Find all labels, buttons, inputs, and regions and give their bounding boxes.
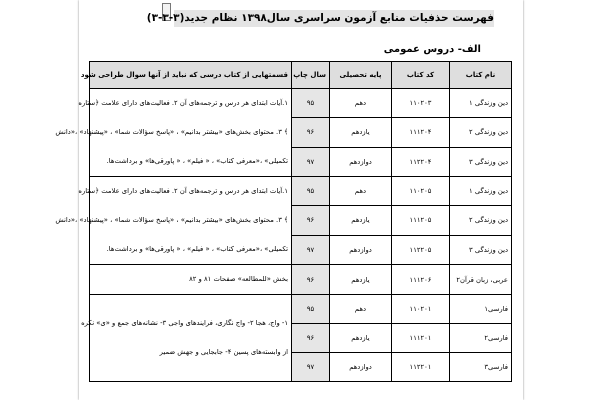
cell-year: ۹۵ xyxy=(292,177,330,206)
topic-line: ۱- واج، هجا ۲- واج نگاری، فرایندهای واجی ۳- نشانه‌های جمع و «ی» نکره xyxy=(81,319,288,327)
deletions-table xyxy=(55,61,512,382)
cell-name: دین وزندگی ۲ xyxy=(450,206,512,235)
cell-year: ۹۶ xyxy=(292,206,330,235)
cell-name: دین وزندگی ۲ xyxy=(450,118,512,147)
cell-topics-religion-a xyxy=(55,89,292,177)
topic-line: ۱.آیات ابتدای هر درس و ترجمه‌های آن ۲. فعالیت‌های دارای علامت ﴿ستاره xyxy=(78,99,288,107)
cell-code: ۱۱۱۲۰۱ xyxy=(392,324,450,353)
document-page xyxy=(55,0,523,400)
cell-name: دین وزندگی ۱ xyxy=(450,89,512,118)
cell-code: ۱۱۲۲۰۱ xyxy=(392,353,450,382)
cell-topics-arabic xyxy=(90,265,292,295)
cell-grade: دهم xyxy=(330,177,392,206)
cell-code: ۱۱۰۲۰۱ xyxy=(392,295,450,324)
col-header-grade: پایه تحصیلی xyxy=(330,62,392,89)
cell-name: عربی، زبان قرآن۲ xyxy=(450,265,512,295)
cell-year: ۹۶ xyxy=(292,118,330,147)
cell-year: ۹۵ xyxy=(292,89,330,118)
cell-year: ۹۶ xyxy=(292,265,330,295)
topic-line: از وابسته‌های پسین ۴- جابجایی و جهش ضمیر xyxy=(159,348,288,356)
document-title: فهرست حذفیات منابع آزمون سراسری سال۱۳۹۸ نظام جدید(۳-۳-۳) xyxy=(174,10,494,27)
section-heading: الف- دروس عمومی xyxy=(383,44,481,55)
cell-grade: دهم xyxy=(330,89,392,118)
cell-year: ۹۵ xyxy=(292,295,330,324)
cell-name: فارسی۱ xyxy=(450,295,512,324)
topic-line: تکمیلی» ،«معرفی کتاب» ، « فیلم» ، « پاورقی‌ها» و برداشت‌ها. xyxy=(106,157,288,165)
table-row xyxy=(90,295,512,324)
cell-name: دین وزندگی ۳ xyxy=(450,235,512,264)
cell-grade: یازدهم xyxy=(330,324,392,353)
topic-line: تکمیلی» ،«معرفی کتاب» ، « فیلم» ، « پاورقی‌ها» و برداشت‌ها. xyxy=(106,245,288,253)
cell-code: ۱۱۰۲۰۳ xyxy=(392,89,450,118)
topic-line: ﴾ ۳. محتوای بخش‌های «بیشتر بدانیم» ، «پاسخ سؤالات شما» ، «پیشنهاد» ،«دانش xyxy=(55,128,288,136)
cell-year: ۹۷ xyxy=(292,235,330,264)
cell-name: دین وزندگی ۱ xyxy=(450,177,512,206)
cell-grade: دوازدهم xyxy=(330,353,392,382)
cell-name: فارسی۳ xyxy=(450,353,512,382)
col-header-code: کد کتاب xyxy=(392,62,450,89)
topic-line: ۱.آیات ابتدای هر درس و ترجمه‌های آن ۲. فعالیت‌های دارای علامت ﴿ستاره xyxy=(78,187,288,195)
col-header-year: سال چاپ xyxy=(292,62,330,89)
table-row xyxy=(90,265,512,295)
col-header-name: نام کتاب xyxy=(450,62,512,89)
cell-grade: دوازدهم xyxy=(330,235,392,264)
cell-name: فارسی۲ xyxy=(450,324,512,353)
cell-year: ۹۷ xyxy=(292,147,330,176)
cell-name: دین وزندگی ۳ xyxy=(450,147,512,176)
cell-code: ۱۱۱۲۰۵ xyxy=(392,206,450,235)
topic-line: ﴾ ۳. محتوای بخش‌های «بیشتر بدانیم» ، «پاسخ سؤالات شما» ، «پیشنهاد» ،«دانش xyxy=(55,216,288,224)
cell-code: ۱۱۲۲۰۴ xyxy=(392,147,450,176)
cell-code: ۱۱۰۲۰۵ xyxy=(392,177,450,206)
cell-grade: دهم xyxy=(330,295,392,324)
cell-topics-religion-b xyxy=(55,177,292,265)
cell-grade: یازدهم xyxy=(330,118,392,147)
cell-grade: یازدهم xyxy=(330,206,392,235)
cell-grade: دوازدهم xyxy=(330,147,392,176)
cell-grade: یازدهم xyxy=(330,265,392,295)
cell-code: ۱۱۱۲۰۶ xyxy=(392,265,450,295)
cell-year: ۹۷ xyxy=(292,353,330,382)
table-row xyxy=(90,89,512,118)
cell-code: ۱۱۲۲۰۵ xyxy=(392,235,450,264)
col-header-topics: قسمتهایی از کتاب درسی که نباید از آنها سوال طراحی شود xyxy=(90,62,292,89)
cell-code: ۱۱۱۲۰۴ xyxy=(392,118,450,147)
topic-line: بخش «للمطالعه» صفحات ۸۱ و ۸۲ xyxy=(189,275,288,283)
cell-topics-persian xyxy=(81,295,292,382)
table-row xyxy=(90,177,512,206)
cell-year: ۹۶ xyxy=(292,324,330,353)
table-header-row xyxy=(90,62,512,89)
